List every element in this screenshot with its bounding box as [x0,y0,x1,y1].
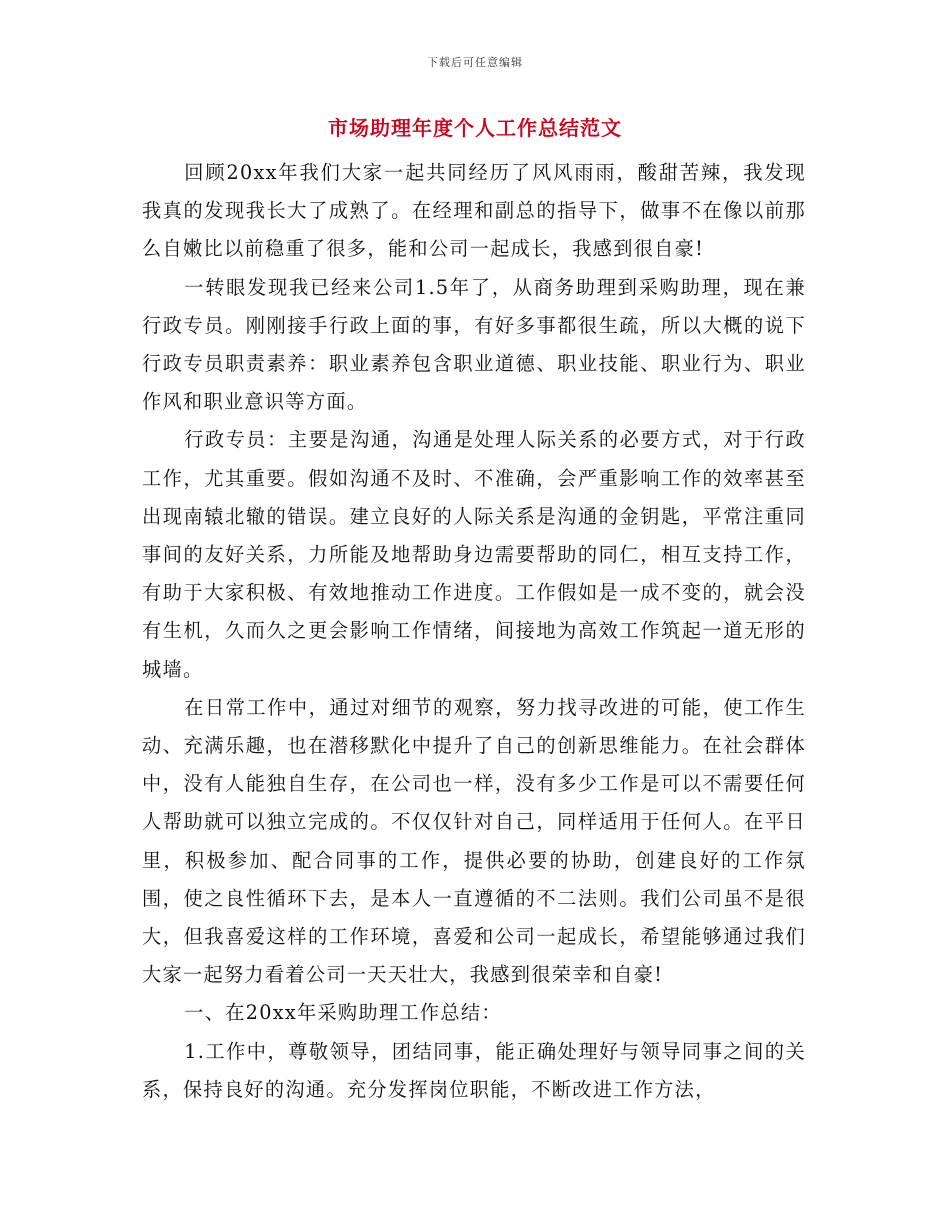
header-note: 下载后可任意编辑 [427,56,523,69]
document-title: 市场助理年度个人工作总结范文 [328,116,622,140]
document-body [142,154,806,1109]
paragraph-intro: 回顾20xx年我们大家一起共同经历了风风雨雨，酸甜苦辣，我发现我真的发现我长大了成熟了。在经理和副总的指导下，做事不在像以前那么自嫩比以前稳重了很多，能和公司一起成长，我感到很自豪! [142,161,806,261]
list-item-1: 1.工作中，尊敬领导，团结同事，能正确处理好与领导同事之间的关系，保持良好的沟通。充分发挥岗位职能，不断改进工作方法， [142,1039,806,1101]
section-heading-procurement: 一、在20xx年采购助理工作总结： [184,1001,502,1025]
paragraph-daily-work: 在日常工作中，通过对细节的观察，努力找寻改进的可能，使工作生动、充满乐趣，也在潜移默化中提升了自己的创新思维能力。在社会群体中，没有人能独自生存，在公司也一样，没有多少工作是可以不需要任何人帮助就可以独立完成的。不仅仅针对自己，同样适用于任何人。在平日里，积极参加、配合同事的工作，提供必要的协助，创建良好的工作氛围，使之良性循环下去，是本人一直遵循的不二法则。我们公司虽不是很大，但我喜爱这样的工作环境，喜爱和公司一起成长，希望能够通过我们大家一起努力看着公司一天天壮大，我感到很荣幸和自豪! [142,695,806,987]
paragraph-admin-communication: 行政专员：主要是沟通，沟通是处理人际关系的必要方式，对于行政工作，尤其重要。假如沟通不及时、不准确，会严重影响工作的效率甚至出现南辕北辙的错误。建立良好的人际关系是沟通的金钥匙，平常注重同事间的友好关系，力所能及地帮助身边需要帮助的同仁，相互支持工作，有助于大家积极、有效地推动工作进度。工作假如是一成不变的，就会没有生机，久而久之更会影响工作情绪，间接地为高效工作筑起一道无形的城墙。 [142,428,806,681]
paragraph-role-change: 一转眼发现我已经来公司1.5年了，从商务助理到采购助理，现在兼行政专员。刚刚接手行政上面的事，有好多事都很生疏，所以大概的说下行政专员职责素养：职业素养包含职业道德、职业技能、职业行为、职业作风和职业意识等方面。 [142,275,806,414]
